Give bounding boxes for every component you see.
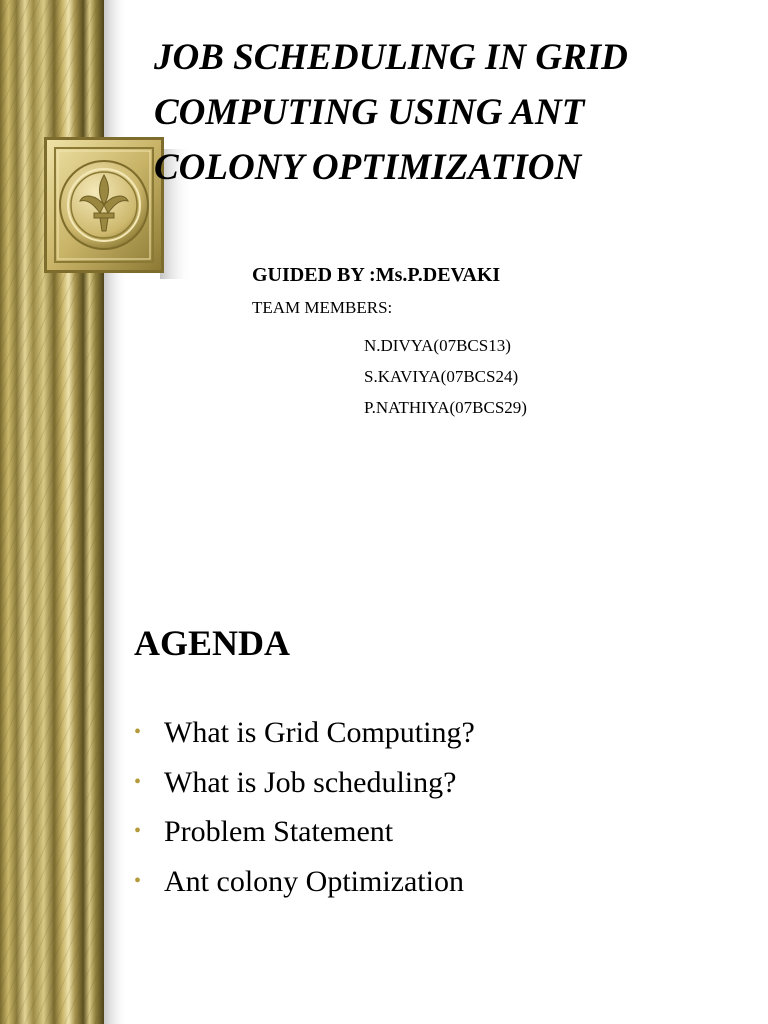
team-members-list bbox=[364, 330, 527, 423]
team-member: S.KAVIYA(07BCS24) bbox=[364, 367, 519, 386]
agenda-heading: AGENDA bbox=[134, 623, 291, 663]
bullet-icon: • bbox=[134, 869, 142, 892]
bullet-icon: • bbox=[134, 770, 142, 793]
title-line: JOB SCHEDULING IN GRID bbox=[154, 37, 628, 78]
agenda-item-text: Ant colony Optimization bbox=[164, 864, 464, 898]
agenda-item bbox=[134, 708, 475, 758]
agenda-list bbox=[134, 708, 475, 906]
title-line: COMPUTING USING ANT bbox=[154, 92, 585, 133]
agenda-item bbox=[134, 758, 475, 808]
slide-title bbox=[154, 30, 744, 195]
title-line: COLONY OPTIMIZATION bbox=[154, 147, 582, 188]
team-member: P.NATHIYA(07BCS29) bbox=[364, 398, 527, 417]
agenda-item bbox=[134, 807, 475, 857]
agenda-item-text: Problem Statement bbox=[164, 815, 394, 848]
agenda-item-text: What is Job scheduling? bbox=[164, 765, 457, 799]
guided-by-text: GUIDED BY :Ms.P.DEVAKI bbox=[252, 264, 501, 286]
team-members-label: TEAM MEMBERS: bbox=[252, 298, 393, 317]
agenda-item bbox=[134, 857, 475, 907]
bullet-icon: • bbox=[134, 820, 142, 842]
team-member: N.DIVYA(07BCS13) bbox=[364, 336, 511, 355]
bullet-icon: • bbox=[134, 721, 142, 743]
agenda-item-text: What is Grid Computing? bbox=[164, 716, 475, 749]
